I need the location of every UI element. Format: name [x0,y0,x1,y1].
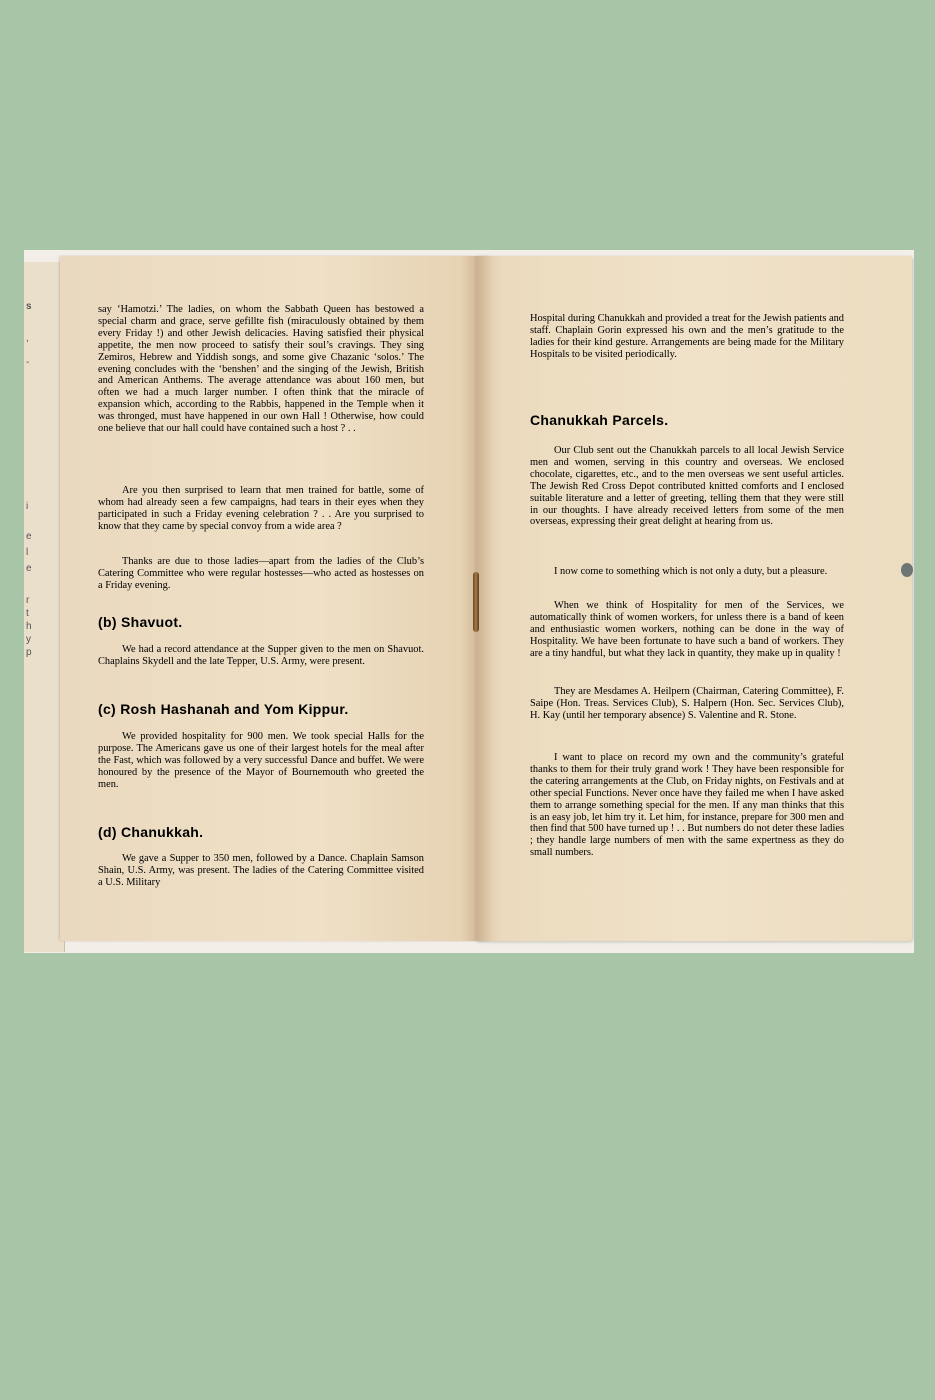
paragraph-hospitality: When we think of Hospitality for men of the Services, we automatically think of women workers, for unless there is a band of keen and enthusiastic women workers, nothing can be done in the way of Hospitality. We have been fortunate to have such a band of workers. They are a tiny handful, but what they lack in quantity, they make up in quality ! [530,600,844,659]
back-fragment: e [26,563,32,574]
heading-chanukkah-parcels: Chanukkah Parcels. [530,412,669,428]
paragraph-shavuot: We had a record attendance at the Supper given to the men on Shavuot. Chaplains Skydell and the late Tepper, U.S. Army, were present. [98,644,424,667]
paragraph-hospital: Hospital during Chanukkah and provided a treat for the Jewish patients and staff. Chaplain Gorin expressed his own and the men’s gratitude to the ladies for their kind gesture. Arrangements are being made for the Military Hospitals to be visited periodically. [530,313,844,360]
back-fragment: - [26,357,30,368]
heading-chanukkah: (d) Chanukkah. [98,824,204,840]
paragraph-surprised: Are you then surprised to learn that men trained for battle, some of whom had already seen a few campaigns, had tears in their eyes when they participated in such a Friday evening celebration ? . . Are you surprised to know that they came by special convoy from a wide area ? [98,485,424,532]
back-fragment: t [26,608,29,619]
binding-pin [901,563,913,577]
back-fragment: i [26,501,29,512]
back-fragment: y [26,634,31,645]
paragraph-parcels: Our Club sent out the Chanukkah parcels to all local Jewish Service men and women, serving in this country and overseas. We enclosed chocolate, cigarettes, etc., and to the men overseas we sent useful articles. The Jewish Red Cross Depot contributed knitted comforts and I enclosed suitable literature and a letter of greeting, telling them that they were still in our thoughts. I have already received letters from some of the men overseas, expressing their great delight at hearing from us. [530,445,844,528]
heading-rosh-hashanah: (c) Rosh Hashanah and Yom Kippur. [98,701,349,717]
paragraph-grateful-thanks: I want to place on record my own and the community’s grateful thanks to them for their truly grand work ! They have been responsible for the catering arrangements at the Club, on Friday nights, on Festivals and at other special Functions. Never once have they failed me when I have asked them to arrange something special for the men. If any man thinks that this is an easy job, let him try it. Let him, for instance, prepare for 300 men and then find that 500 have turned up ! . . But numbers do not deter these ladies ; they handle large numbers of men with the same expertness as they do small numbers. [530,752,844,859]
back-fragment: r [26,595,30,606]
back-fragment: p [26,647,32,658]
back-fragment: l [26,547,29,558]
paragraph-duty: I now come to something which is not only a duty, but a pleasure. [554,566,828,577]
back-fragment: s [26,301,32,312]
paragraph-thanks-ladies: Thanks are due to those ladies—apart from the ladies of the Club’s Catering Committee who were regular hostesses—who acted as hostesses on a Friday evening. [98,556,424,591]
back-fragment: , [26,333,29,344]
binding-staple [473,572,479,632]
paragraph-names: They are Mesdames A. Heilpern (Chairman, Catering Committee), F. Saipe (Hon. Treas. Services Club), S. Halpern (Hon. Sec. Services Club), H. Kay (until her temporary absence) S. Valentine and R. Stone. [530,686,844,721]
heading-shavuot: (b) Shavuot. [98,614,183,630]
booklet-photo [24,250,914,953]
back-fragment: h [26,621,32,632]
back-fragment: e [26,531,32,542]
paragraph-rosh-hashanah: We provided hospitality for 900 men. We took special Halls for the purpose. The Americans gave us one of their largest hotels for the meal after the Fast, which was followed by a very successful Dance and buffet. We were honoured by the presence of the Mayor of Bournemouth who greeted the men. [98,731,424,790]
paragraph-sabbath: say ‘Hamotzi.’ The ladies, on whom the Sabbath Queen has bestowed a special charm and grace, serve gefillte fish (miraculously obtained by them every Friday !) and other Jewish delicacies. Having satisfied their physical appetite, the men now proceed to satisfy their soul’s cravings. They sing Zemiros, Hebrew and Yiddish songs, and some give Chazanic ‘solos.’ The evening concludes with the ‘benshen’ and the singing of the Jewish, British and American Anthems. The average attendance was about 160 men, but often we had a much larger number. I often think that the miracle of expansion which, according to the Rabbis, happened in the Temple when it was thronged, must have happened in our own Hall ! Otherwise, how could one believe that our hall could have contained such a host ? . . [98,304,424,435]
paragraph-chanukkah: We gave a Supper to 350 men, followed by a Dance. Chaplain Samson Shain, U.S. Army, was present. The ladies of the Catering Committee visited a U.S. Military [98,853,424,888]
back-page-edge [24,262,65,952]
